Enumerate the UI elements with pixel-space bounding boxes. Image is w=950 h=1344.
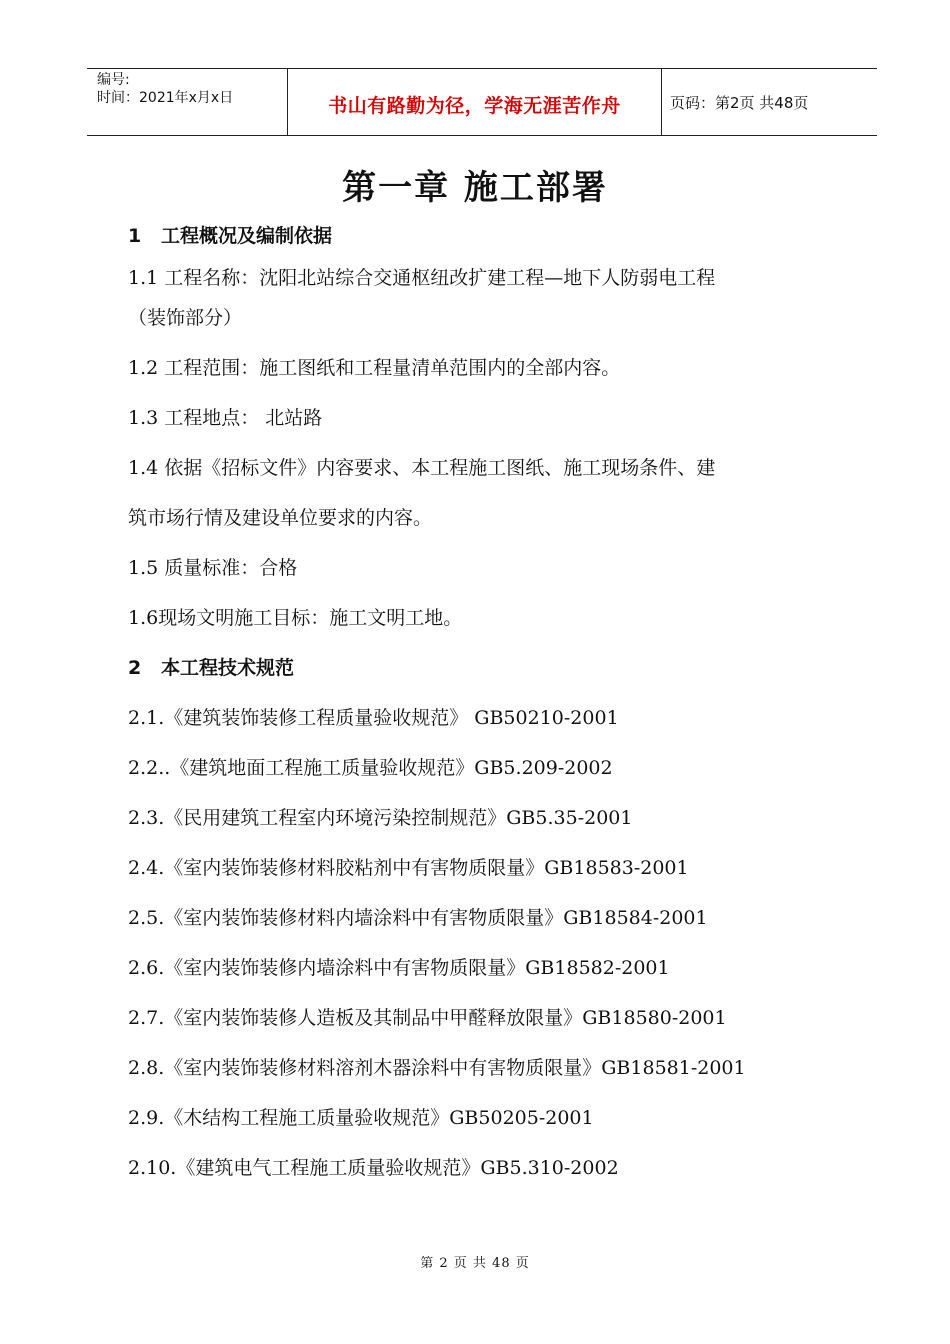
paragraph-line: 1.5 质量标准：合格 — [128, 557, 298, 579]
section-number: 2 — [128, 657, 142, 679]
regulation-item: 2.3.《民用建筑工程室内环境污染控制规范》GB5.35-2001 — [128, 807, 633, 829]
regulation-item: 2.4.《室内装饰装修材料胶粘剂中有害物质限量》GB18583-2001 — [128, 857, 689, 879]
regulation-item: 2.10.《建筑电气工程施工质量验收规范》GB5.310-2002 — [128, 1157, 619, 1179]
motto-text: 书山有路勤为径，学海无涯苦作舟 — [328, 94, 621, 117]
paragraph-line: （装饰部分） — [128, 307, 243, 329]
section-number: 1 — [128, 225, 142, 247]
page-footer: 第 2 页 共 48 页 — [420, 1256, 530, 1271]
paragraph-line: 1.6现场文明施工目标：施工文明工地。 — [128, 607, 463, 629]
regulation-item: 2.6.《室内装饰装修内墙涂料中有害物质限量》GB18582-2001 — [128, 957, 670, 979]
section-title: 本工程技术规范 — [161, 657, 295, 679]
paragraph-line: 1.1 工程名称：沈阳北站综合交通枢纽改扩建工程—地下人防弱电工程 — [128, 267, 716, 289]
regulation-item: 2.9.《木结构工程施工质量验收规范》GB50205-2001 — [128, 1107, 594, 1129]
page-info: 页码：第2页 共48页 — [670, 93, 809, 112]
paragraph-line: 筑市场行情及建设单位要求的内容。 — [128, 507, 433, 529]
paragraph-line: 1.2 工程范围：施工图纸和工程量清单范围内的全部内容。 — [128, 357, 621, 379]
regulation-item: 2.1.《建筑装饰装修工程质量验收规范》 GB50210-2001 — [128, 707, 619, 729]
document-body — [128, 218, 848, 1200]
section-heading-1 — [128, 218, 848, 260]
section-title: 工程概况及编制依据 — [161, 225, 333, 247]
time-label: 时间：2021年x月x日 — [97, 90, 234, 106]
paragraph-line: 1.4 依据《招标文件》内容要求、本工程施工图纸、施工现场条件、建 — [128, 457, 716, 479]
header-meta-cell — [87, 69, 288, 135]
page-header — [87, 68, 877, 136]
regulation-item: 2.8.《室内装饰装修材料溶剂木器涂料中有害物质限量》GB18581-2001 — [128, 1057, 746, 1079]
number-label: 编号: — [97, 72, 130, 88]
regulation-item: 2.5.《室内装饰装修材料内墙涂料中有害物质限量》GB18584-2001 — [128, 907, 708, 929]
header-page-cell — [662, 69, 877, 135]
paragraph-line: 1.3 工程地点： 北站路 — [128, 407, 323, 429]
chapter-title: 第一章 施工部署 — [342, 168, 608, 208]
header-motto-cell — [288, 69, 662, 135]
regulation-item: 2.7.《室内装饰装修人造板及其制品中甲醛释放限量》GB18580-2001 — [128, 1007, 727, 1029]
section-heading-2 — [128, 650, 848, 700]
regulation-item: 2.2..《建筑地面工程施工质量验收规范》GB5.209-2002 — [128, 757, 613, 779]
